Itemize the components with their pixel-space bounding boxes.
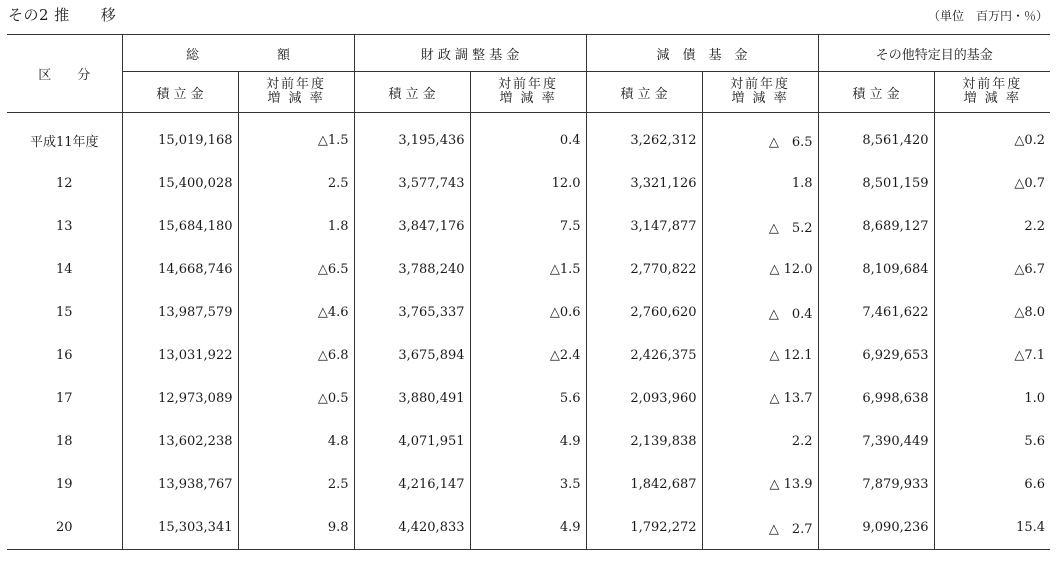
rate-label-line2: 増 減 率	[731, 91, 789, 106]
fiscal-rate-cell: 3.5	[470, 463, 586, 506]
amount-header-debt	[586, 72, 702, 113]
total-amount-cell: 15,303,341	[122, 506, 238, 550]
rate-header-other	[934, 72, 1050, 113]
rate-header-total	[238, 72, 354, 113]
fiscal-rate-cell: 4.9	[470, 420, 586, 463]
year-cell: 平成11年度	[29, 135, 99, 150]
debt-rate-cell: △ 13.7	[702, 377, 818, 420]
debt-amount-cell: 3,262,312	[586, 113, 702, 163]
other-amount-cell: 6,998,638	[818, 377, 934, 420]
page-title: その2 推 移	[8, 6, 117, 24]
fiscal-amount-cell: 4,071,951	[354, 420, 470, 463]
debt-amount-cell: 2,139,838	[586, 420, 702, 463]
total-rate-cell: 2.5	[238, 162, 354, 205]
total-rate-cell: 4.8	[238, 420, 354, 463]
year-cell: 15	[55, 305, 73, 320]
debt-rate-cell: △ 12.1	[702, 334, 818, 377]
total-amount-cell: 15,019,168	[122, 113, 238, 163]
debt-rate-cell: △ 13.9	[702, 463, 818, 506]
fiscal-amount-cell: 3,847,176	[354, 205, 470, 248]
total-amount-cell: 13,602,238	[122, 420, 238, 463]
amount-label: 積 立 金	[852, 86, 900, 102]
fiscal-rate-cell: △1.5	[470, 248, 586, 291]
table-row	[7, 248, 1050, 291]
total-amount-cell: 13,938,767	[122, 463, 238, 506]
debt-amount-cell: 3,321,126	[586, 162, 702, 205]
table-row	[7, 377, 1050, 420]
other-rate-cell: 6.6	[934, 463, 1050, 506]
rate-label-line2: 増 減 率	[499, 91, 557, 106]
debt-amount-cell: 1,842,687	[586, 463, 702, 506]
debt-amount-cell: 3,147,877	[586, 205, 702, 248]
total-rate-cell: △6.5	[238, 248, 354, 291]
fiscal-rate-cell: 7.5	[470, 205, 586, 248]
debt-rate-cell: 1.8	[702, 162, 818, 205]
debt-amount-cell: 2,770,822	[586, 248, 702, 291]
year-cell: 19	[55, 477, 73, 492]
title-row	[8, 4, 1048, 26]
debt-rate-cell: △ 5.2	[702, 205, 818, 248]
debt-amount-cell: 2,093,960	[586, 377, 702, 420]
total-amount-cell: 12,973,089	[122, 377, 238, 420]
other-amount-cell: 7,390,449	[818, 420, 934, 463]
other-rate-cell: 15.4	[934, 506, 1050, 550]
year-cell: 14	[55, 262, 73, 277]
fiscal-rate-cell: △2.4	[470, 334, 586, 377]
other-rate-cell: 1.0	[934, 377, 1050, 420]
debt-amount-cell: 2,760,620	[586, 291, 702, 334]
amount-label: 積 立 金	[156, 86, 204, 102]
fiscal-amount-cell: 3,675,894	[354, 334, 470, 377]
debt-amount-cell: 1,792,272	[586, 506, 702, 550]
fiscal-amount-cell: 3,577,743	[354, 162, 470, 205]
other-amount-cell: 6,929,653	[818, 334, 934, 377]
table-row	[7, 334, 1050, 377]
rate-label-line1: 対前年度	[266, 77, 327, 92]
rate-label-line2: 増 減 率	[963, 91, 1021, 106]
year-cell: 18	[55, 434, 73, 449]
fiscal-rate-cell: 4.9	[470, 506, 586, 550]
table-row	[7, 162, 1050, 205]
amount-header-fiscal	[354, 72, 470, 113]
other-amount-cell: 8,109,684	[818, 248, 934, 291]
other-rate-cell: 5.6	[934, 420, 1050, 463]
group-header-fiscal-adjustment: 財 政 調 整 基 金	[354, 35, 586, 72]
table-row	[7, 506, 1050, 550]
reserve-fund-table	[7, 34, 1050, 550]
rate-header-fiscal	[470, 72, 586, 113]
table-row	[7, 113, 1050, 163]
debt-rate-cell: △ 2.7	[702, 506, 818, 550]
total-amount-cell: 13,987,579	[122, 291, 238, 334]
table-body	[7, 113, 1050, 550]
rate-label-line1: 対前年度	[498, 77, 559, 92]
rate-header-debt	[702, 72, 818, 113]
total-amount-cell: 14,668,746	[122, 248, 238, 291]
debt-rate-cell: △ 12.0	[702, 248, 818, 291]
year-cell: 20	[55, 520, 73, 535]
other-rate-cell: 2.2	[934, 205, 1050, 248]
other-rate-cell: △8.0	[934, 291, 1050, 334]
fiscal-rate-cell: △0.6	[470, 291, 586, 334]
group-header-total: 総 額	[122, 35, 354, 72]
table-row	[7, 291, 1050, 334]
other-rate-cell: △6.7	[934, 248, 1050, 291]
rate-label-line2: 増 減 率	[267, 91, 325, 106]
year-cell: 17	[55, 391, 73, 406]
year-cell: 16	[55, 348, 73, 363]
other-rate-cell: △0.7	[934, 162, 1050, 205]
category-header: 区 分	[7, 35, 122, 113]
rate-label-line1: 対前年度	[962, 77, 1023, 92]
other-amount-cell: 8,561,420	[818, 113, 934, 163]
group-header-debt-reduction: 減 債 基 金	[586, 35, 818, 72]
fiscal-rate-cell: 5.6	[470, 377, 586, 420]
table-row	[7, 205, 1050, 248]
other-amount-cell: 7,879,933	[818, 463, 934, 506]
total-rate-cell: △6.8	[238, 334, 354, 377]
year-cell: 12	[55, 176, 73, 191]
total-amount-cell: 13,031,922	[122, 334, 238, 377]
year-cell: 13	[55, 219, 73, 234]
other-amount-cell: 9,090,236	[818, 506, 934, 550]
debt-amount-cell: 2,426,375	[586, 334, 702, 377]
other-amount-cell: 8,501,159	[818, 162, 934, 205]
amount-label: 積 立 金	[388, 86, 436, 102]
total-amount-cell: 15,684,180	[122, 205, 238, 248]
unit-label: （単位 百万円・％）	[927, 9, 1048, 23]
table-row	[7, 463, 1050, 506]
rate-label-line1: 対前年度	[730, 77, 791, 92]
fiscal-amount-cell: 3,880,491	[354, 377, 470, 420]
other-amount-cell: 8,689,127	[818, 205, 934, 248]
other-rate-cell: △7.1	[934, 334, 1050, 377]
fiscal-rate-cell: 12.0	[470, 162, 586, 205]
fiscal-amount-cell: 3,765,337	[354, 291, 470, 334]
fiscal-amount-cell: 3,195,436	[354, 113, 470, 163]
amount-header-total	[122, 72, 238, 113]
total-rate-cell: 1.8	[238, 205, 354, 248]
total-rate-cell: △1.5	[238, 113, 354, 163]
fiscal-amount-cell: 4,420,833	[354, 506, 470, 550]
fiscal-amount-cell: 4,216,147	[354, 463, 470, 506]
amount-header-other	[818, 72, 934, 113]
fiscal-rate-cell: 0.4	[470, 113, 586, 163]
total-amount-cell: 15,400,028	[122, 162, 238, 205]
total-rate-cell: 9.8	[238, 506, 354, 550]
fiscal-amount-cell: 3,788,240	[354, 248, 470, 291]
debt-rate-cell: △ 0.4	[702, 291, 818, 334]
amount-label: 積 立 金	[620, 86, 668, 102]
total-rate-cell: △4.6	[238, 291, 354, 334]
other-rate-cell: △0.2	[934, 113, 1050, 163]
group-header-other-specific: その他特定目的基金	[818, 35, 1050, 72]
other-amount-cell: 7,461,622	[818, 291, 934, 334]
total-rate-cell: △0.5	[238, 377, 354, 420]
debt-rate-cell: △ 6.5	[702, 113, 818, 163]
total-rate-cell: 2.5	[238, 463, 354, 506]
table-row	[7, 420, 1050, 463]
debt-rate-cell: 2.2	[702, 420, 818, 463]
